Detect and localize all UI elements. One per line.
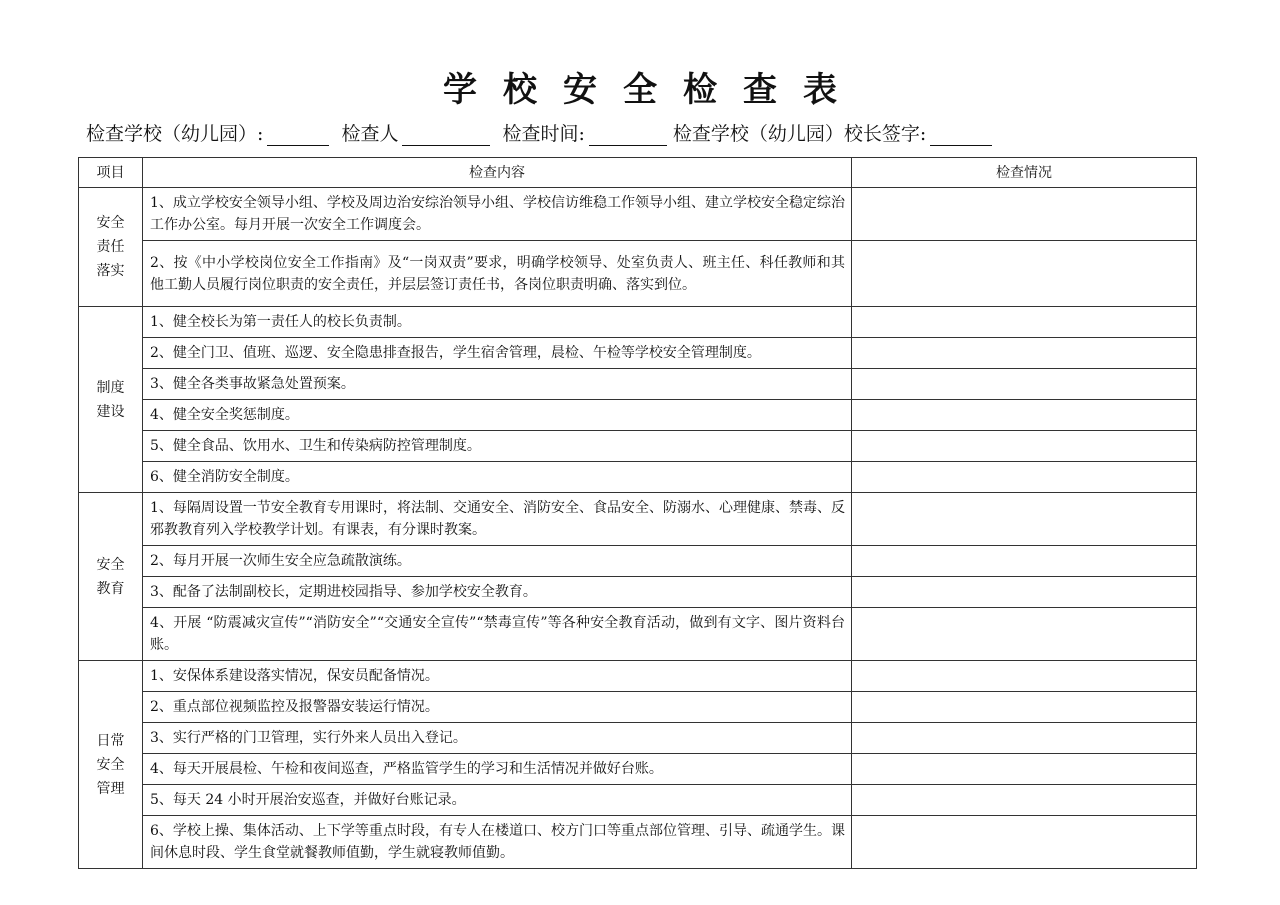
- content-cell: 2、每月开展一次师生安全应急疏散演练。: [143, 546, 852, 577]
- inspection-table: [78, 157, 1197, 869]
- page-title: 学校安全检查表: [443, 70, 863, 110]
- category-cell: 安全教育: [79, 493, 143, 661]
- status-cell[interactable]: [852, 546, 1197, 577]
- status-cell[interactable]: [852, 754, 1197, 785]
- content-cell: 5、每天 24 小时开展治安巡查，并做好台账记录。: [143, 785, 852, 816]
- status-cell[interactable]: [852, 608, 1197, 661]
- content-cell: 4、开展 “防震减灾宣传”“消防安全”“交通安全宣传”“禁毒宣传”等各种安全教育活动，做到有文字、图片资料台账。: [143, 608, 852, 661]
- content-cell: 3、实行严格的门卫管理，实行外来人员出入登记。: [143, 723, 852, 754]
- time-blank-field[interactable]: [589, 125, 667, 146]
- time-label: 检查时间:: [502, 123, 585, 145]
- table-row: [79, 431, 1197, 462]
- content-cell: 6、健全消防安全制度。: [143, 462, 852, 493]
- content-cell: 2、按《中小学校岗位安全工作指南》及“一岗双责”要求，明确学校领导、处室负责人、班主任、科任教师和其他工勤人员履行岗位职责的安全责任，并层层签订责任书，各岗位职责明确、落实到位。: [143, 241, 852, 307]
- content-cell: 3、配备了法制副校长，定期进校园指导、参加学校安全教育。: [143, 577, 852, 608]
- form-header: [86, 119, 998, 146]
- table-row: [79, 661, 1197, 692]
- status-cell[interactable]: [852, 692, 1197, 723]
- content-cell: 2、重点部位视频监控及报警器安装运行情况。: [143, 692, 852, 723]
- status-cell[interactable]: [852, 723, 1197, 754]
- table-row: [79, 608, 1197, 661]
- column-header-content: 检查内容: [143, 158, 852, 188]
- table-row: [79, 307, 1197, 338]
- status-cell[interactable]: [852, 493, 1197, 546]
- category-cell: 日常安全管理: [79, 661, 143, 869]
- table-row: [79, 400, 1197, 431]
- content-cell: 5、健全食品、饮用水、卫生和传染病防控管理制度。: [143, 431, 852, 462]
- table-row: [79, 723, 1197, 754]
- status-cell[interactable]: [852, 307, 1197, 338]
- table-row: [79, 816, 1197, 869]
- table-row: [79, 785, 1197, 816]
- status-cell[interactable]: [852, 661, 1197, 692]
- content-cell: 4、每天开展晨检、午检和夜间巡查，严格监管学生的学习和生活情况并做好台账。: [143, 754, 852, 785]
- inspector-blank-field[interactable]: [402, 125, 490, 146]
- table-row: [79, 546, 1197, 577]
- content-cell: 1、成立学校安全领导小组、学校及周边治安综治领导小组、学校信访维稳工作领导小组、建立学校安全稳定综治工作办公室。每月开展一次安全工作调度会。: [143, 188, 852, 241]
- principal-signature-field[interactable]: [930, 125, 992, 146]
- content-cell: 6、学校上操、集体活动、上下学等重点时段，有专人在楼道口、校方门口等重点部位管理、引导、疏通学生。课间休息时段、学生食堂就餐教师值勤，学生就寝教师值勤。: [143, 816, 852, 869]
- content-cell: 3、健全各类事故紧急处置预案。: [143, 369, 852, 400]
- status-cell[interactable]: [852, 369, 1197, 400]
- content-cell: 1、健全校长为第一责任人的校长负责制。: [143, 307, 852, 338]
- status-cell[interactable]: [852, 785, 1197, 816]
- category-cell: 制度建设: [79, 307, 143, 493]
- status-cell[interactable]: [852, 188, 1197, 241]
- status-cell[interactable]: [852, 577, 1197, 608]
- table-row: [79, 462, 1197, 493]
- content-cell: 1、每隔周设置一节安全教育专用课时，将法制、交通安全、消防安全、食品安全、防溺水、心理健康、禁毒、反邪教教育列入学校教学计划。有课表，有分课时教案。: [143, 493, 852, 546]
- content-cell: 4、健全安全奖惩制度。: [143, 400, 852, 431]
- table-row: [79, 241, 1197, 307]
- table-row: [79, 369, 1197, 400]
- content-cell: 1、安保体系建设落实情况，保安员配备情况。: [143, 661, 852, 692]
- status-cell[interactable]: [852, 241, 1197, 307]
- status-cell[interactable]: [852, 431, 1197, 462]
- school-blank-field[interactable]: [267, 125, 329, 146]
- principal-label: 检查学校（幼儿园）校长签字:: [672, 123, 927, 145]
- table-row: [79, 754, 1197, 785]
- column-header-status: 检查情况: [852, 158, 1197, 188]
- table-row: [79, 188, 1197, 241]
- status-cell[interactable]: [852, 400, 1197, 431]
- inspector-label: 检查人: [341, 123, 399, 145]
- status-cell[interactable]: [852, 462, 1197, 493]
- table-header-row: [79, 158, 1197, 188]
- table-row: [79, 493, 1197, 546]
- column-header-item: 项目: [79, 158, 143, 188]
- status-cell[interactable]: [852, 816, 1197, 869]
- content-cell: 2、健全门卫、值班、巡逻、安全隐患排查报告，学生宿舍管理，晨检、午检等学校安全管理制度。: [143, 338, 852, 369]
- category-cell: 安全责任落实: [79, 188, 143, 307]
- table-row: [79, 692, 1197, 723]
- school-label: 检查学校（幼儿园）:: [86, 123, 264, 145]
- status-cell[interactable]: [852, 338, 1197, 369]
- table-row: [79, 577, 1197, 608]
- table-row: [79, 338, 1197, 369]
